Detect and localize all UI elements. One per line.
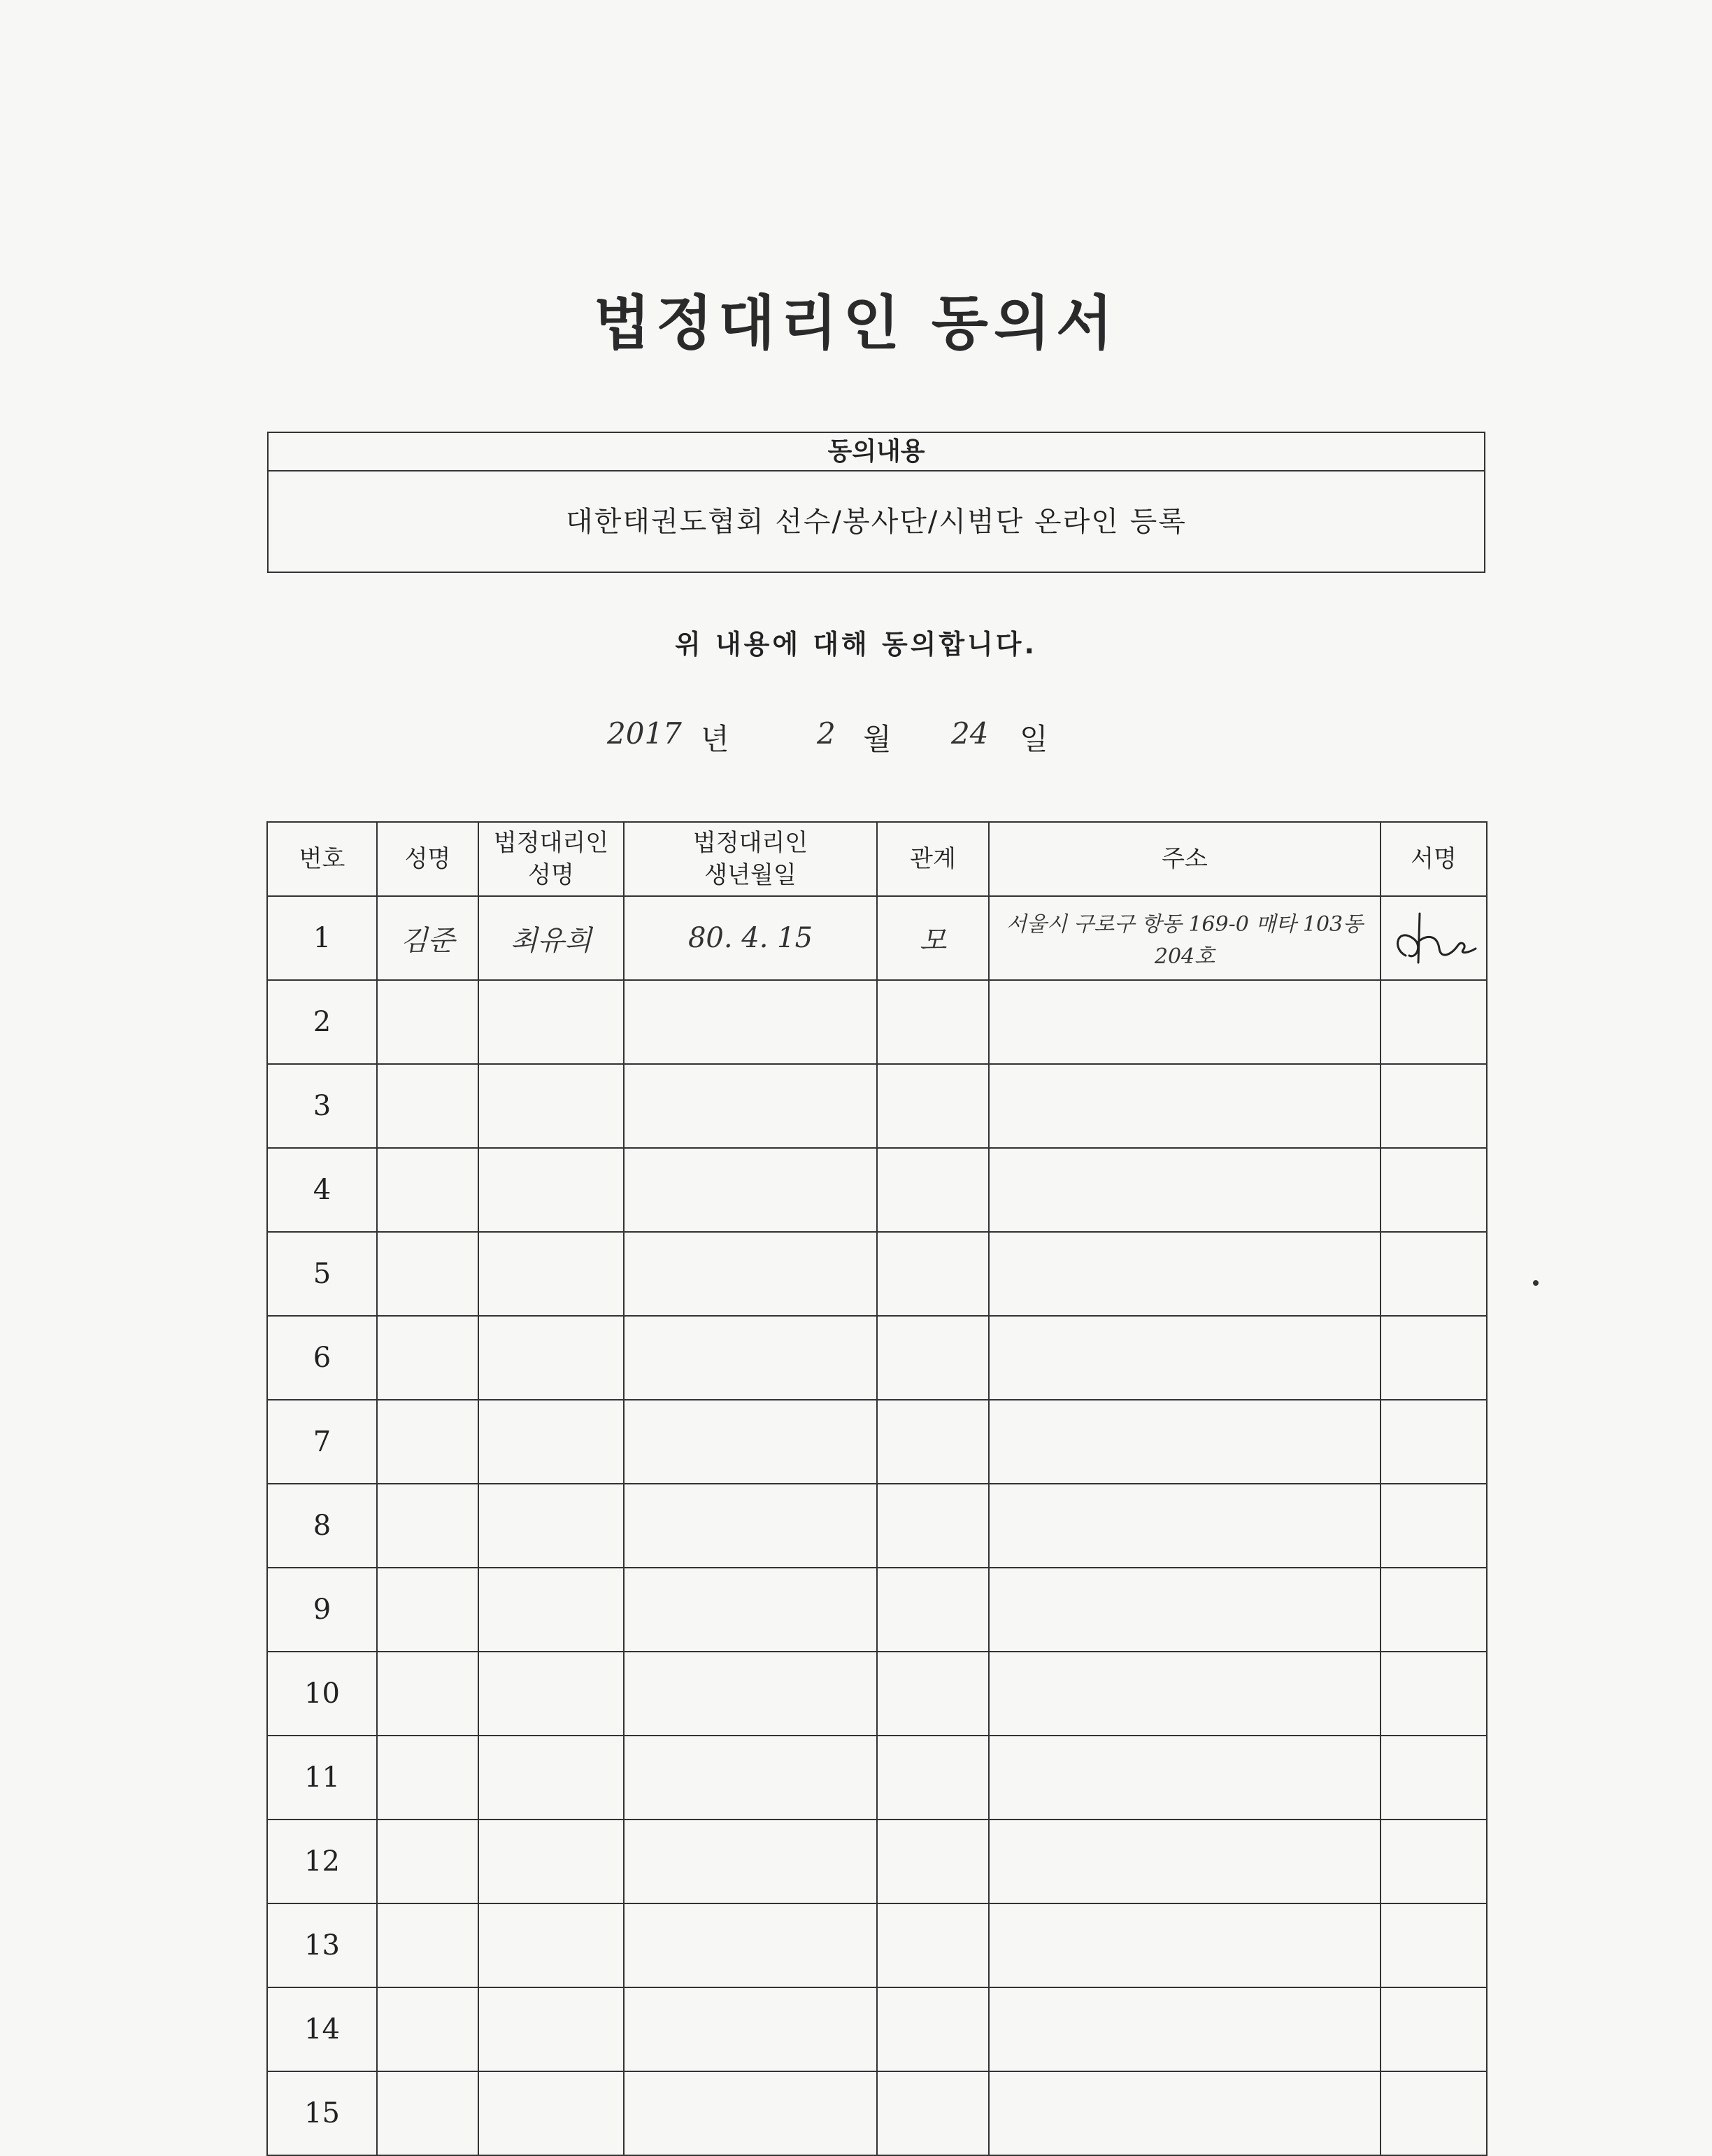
date-month-value: 2 [817,716,836,751]
header-guardian-name-line1: 법정대리인 [493,829,609,857]
row-number: 13 [267,1903,377,1987]
row-number: 2 [267,980,377,1064]
table-row [267,1316,1487,1400]
table-row [267,1064,1487,1148]
header-guardian-name-line2: 성명 [528,861,574,889]
row-relation: 모 [877,896,989,980]
header-guardian-birth [624,822,877,896]
table-header-row [267,822,1487,896]
date-line [0,714,1712,763]
row-number: 4 [267,1148,377,1232]
row-number: 5 [267,1232,377,1316]
row-address-line2: 204호 [1154,944,1215,969]
row-address [989,896,1381,980]
row-number: 1 [267,896,377,980]
agreement-text: 위 내용에 대해 동의합니다. [675,629,1037,660]
row-number: 9 [267,1568,377,1652]
row-number: 6 [267,1316,377,1400]
table-row [267,1987,1487,2071]
table-row [267,1400,1487,1484]
table-row [267,2071,1487,2155]
row-name: 김준 [377,896,478,980]
header-guardian-birth-line1: 법정대리인 [692,829,808,857]
header-signature: 서명 [1381,822,1487,896]
date-year-label: 년 [701,722,729,756]
table-row [267,1232,1487,1316]
row-number: 14 [267,1987,377,2071]
date-day-label: 일 [1020,722,1048,756]
table-row [267,1484,1487,1568]
row-number: 15 [267,2071,377,2155]
table-row [267,1736,1487,1820]
row-number: 12 [267,1820,377,1903]
header-guardian-birth-line2: 생년월일 [704,861,797,889]
scan-speck [1533,1280,1539,1286]
table-row [267,1652,1487,1736]
row-guardian-name: 최유희 [478,896,624,980]
row-guardian-birth: 80. 4. 15 [624,896,877,980]
header-guardian-name [478,822,624,896]
table-row [267,1568,1487,1652]
header-name: 성명 [377,822,478,896]
row-number: 7 [267,1400,377,1484]
guardian-table [266,821,1488,2156]
row-signature [1381,896,1487,980]
table-row [267,980,1487,1064]
table-row [267,1903,1487,1987]
row-number: 8 [267,1484,377,1568]
table-row [267,896,1487,980]
table-row [267,1148,1487,1232]
page-title: 법정대리인 동의서 [593,289,1119,357]
header-no: 번호 [267,822,377,896]
consent-content: 대한태권도협회 선수/봉사단/시범단 온라인 등록 [566,506,1187,538]
consent-heading: 동의내용 [269,433,1484,471]
row-number: 10 [267,1652,377,1736]
row-number: 3 [267,1064,377,1148]
date-year-value: 2017 [607,716,682,751]
consent-box [267,432,1485,573]
table-row [267,1820,1487,1903]
date-day-value: 24 [951,716,989,751]
row-address-line1: 서울시 구로구 항동 169-0 매타 103동 [1006,912,1364,937]
handwritten-signature [1385,907,1483,970]
row-number: 11 [267,1736,377,1820]
date-month-label: 월 [863,722,892,756]
header-address: 주소 [989,822,1381,896]
header-relation: 관계 [877,822,989,896]
